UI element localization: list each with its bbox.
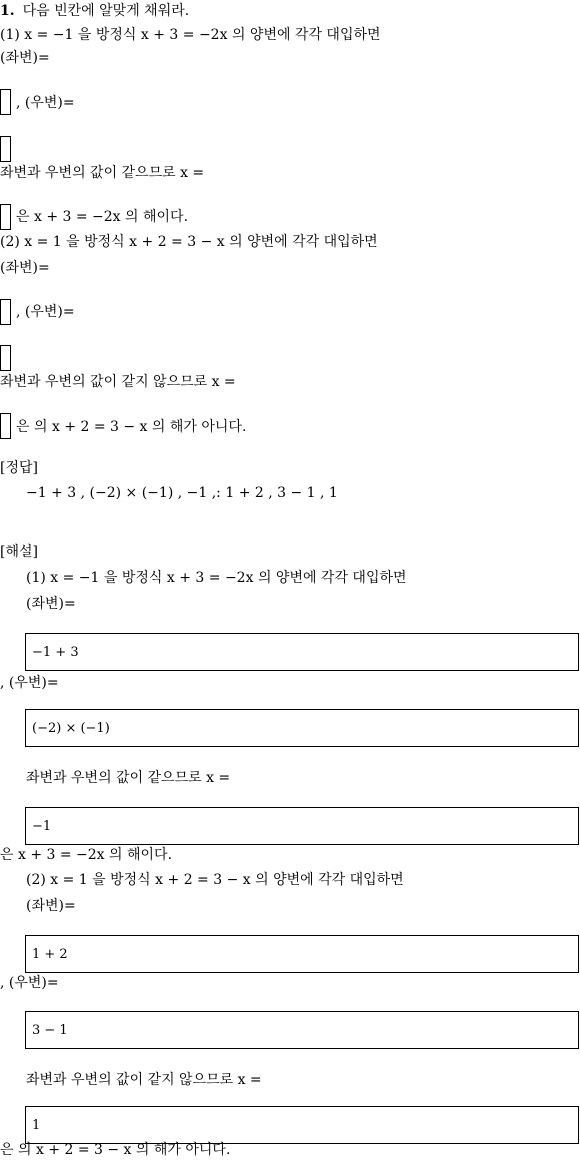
answer-box-text: −1 xyxy=(32,818,52,834)
part2-notequal-text: 좌변과 우변의 값이 같지 않으므로 x = xyxy=(0,374,236,390)
part1-conclusion: 은 x + 3 = −2x 의 해이다. xyxy=(16,209,189,225)
explanation-answer-box xyxy=(25,1106,579,1144)
answer-box-text: 3 − 1 xyxy=(32,1022,68,1038)
explanation-answer-box xyxy=(25,709,579,747)
explanation-answer-box xyxy=(25,633,579,671)
explanation-part1-intro: (1) x = −1 을 방정식 x + 3 = −2x 의 양변에 각각 대입하면 xyxy=(26,570,407,586)
question-instruction: 다음 빈칸에 알맞게 채워라. xyxy=(22,3,190,19)
blank-box[interactable] xyxy=(0,413,11,439)
blank-box[interactable] xyxy=(0,345,11,371)
answer-box-text: (−2) × (−1) xyxy=(32,720,110,736)
explanation-left-side-label: (좌변)= xyxy=(26,898,76,914)
part2-intro: (2) x = 1 을 방정식 x + 2 = 3 − x 의 양변에 각각 대입하면 xyxy=(0,234,378,250)
part2-conclusion: 은 의 x + 2 = 3 − x 의 해가 아니다. xyxy=(16,419,247,435)
part1-intro: (1) x = −1 을 방정식 x + 3 = −2x 의 양변에 각각 대입하면 xyxy=(0,27,381,43)
blank-box[interactable] xyxy=(0,89,11,115)
blank-box[interactable] xyxy=(0,204,11,230)
explanation-answer-box xyxy=(25,935,579,973)
explanation-label: [해설] xyxy=(0,544,38,560)
explanation-part1-conclusion: 은 x + 3 = −2x 의 해이다. xyxy=(0,847,173,863)
explanation-equal-text: 좌변과 우변의 값이 같으므로 x = xyxy=(26,770,231,786)
explanation-answer-box xyxy=(25,1011,579,1049)
explanation-part2-conclusion: 은 의 x + 2 = 3 − x 의 해가 아니다. xyxy=(0,1142,231,1158)
left-side-label: (좌변)= xyxy=(0,260,50,276)
right-side-label: , (우변)= xyxy=(16,304,75,320)
explanation-left-side-label: (좌변)= xyxy=(26,596,76,612)
explanation-right-side-label: , (우변)= xyxy=(0,675,59,691)
answer-box-text: 1 xyxy=(32,1117,41,1133)
explanation-right-side-label: , (우변)= xyxy=(0,975,59,991)
question-header xyxy=(0,4,189,24)
question-number: 1. xyxy=(0,3,15,19)
explanation-part2-intro: (2) x = 1 을 방정식 x + 2 = 3 − x 의 양변에 각각 대입하면 xyxy=(26,872,404,888)
right-side-label: , (우변)= xyxy=(16,95,75,111)
explanation-notequal-text: 좌변과 우변의 값이 같지 않으므로 x = xyxy=(26,1072,262,1088)
answer-box-text: −1 + 3 xyxy=(32,644,79,660)
explanation-answer-box xyxy=(25,807,579,845)
part1-equal-text: 좌변과 우변의 값이 같으므로 x = xyxy=(0,165,205,181)
blank-box[interactable] xyxy=(0,299,11,325)
answer-label: [정답] xyxy=(0,460,38,476)
left-side-label: (좌변)= xyxy=(0,50,50,66)
answer-box-text: 1 + 2 xyxy=(32,946,68,962)
blank-box[interactable] xyxy=(0,136,11,162)
answer-text: −1 + 3 , (−2) × (−1) , −1 ,: 1 + 2 , 3 − 1 , 1 xyxy=(26,485,338,501)
